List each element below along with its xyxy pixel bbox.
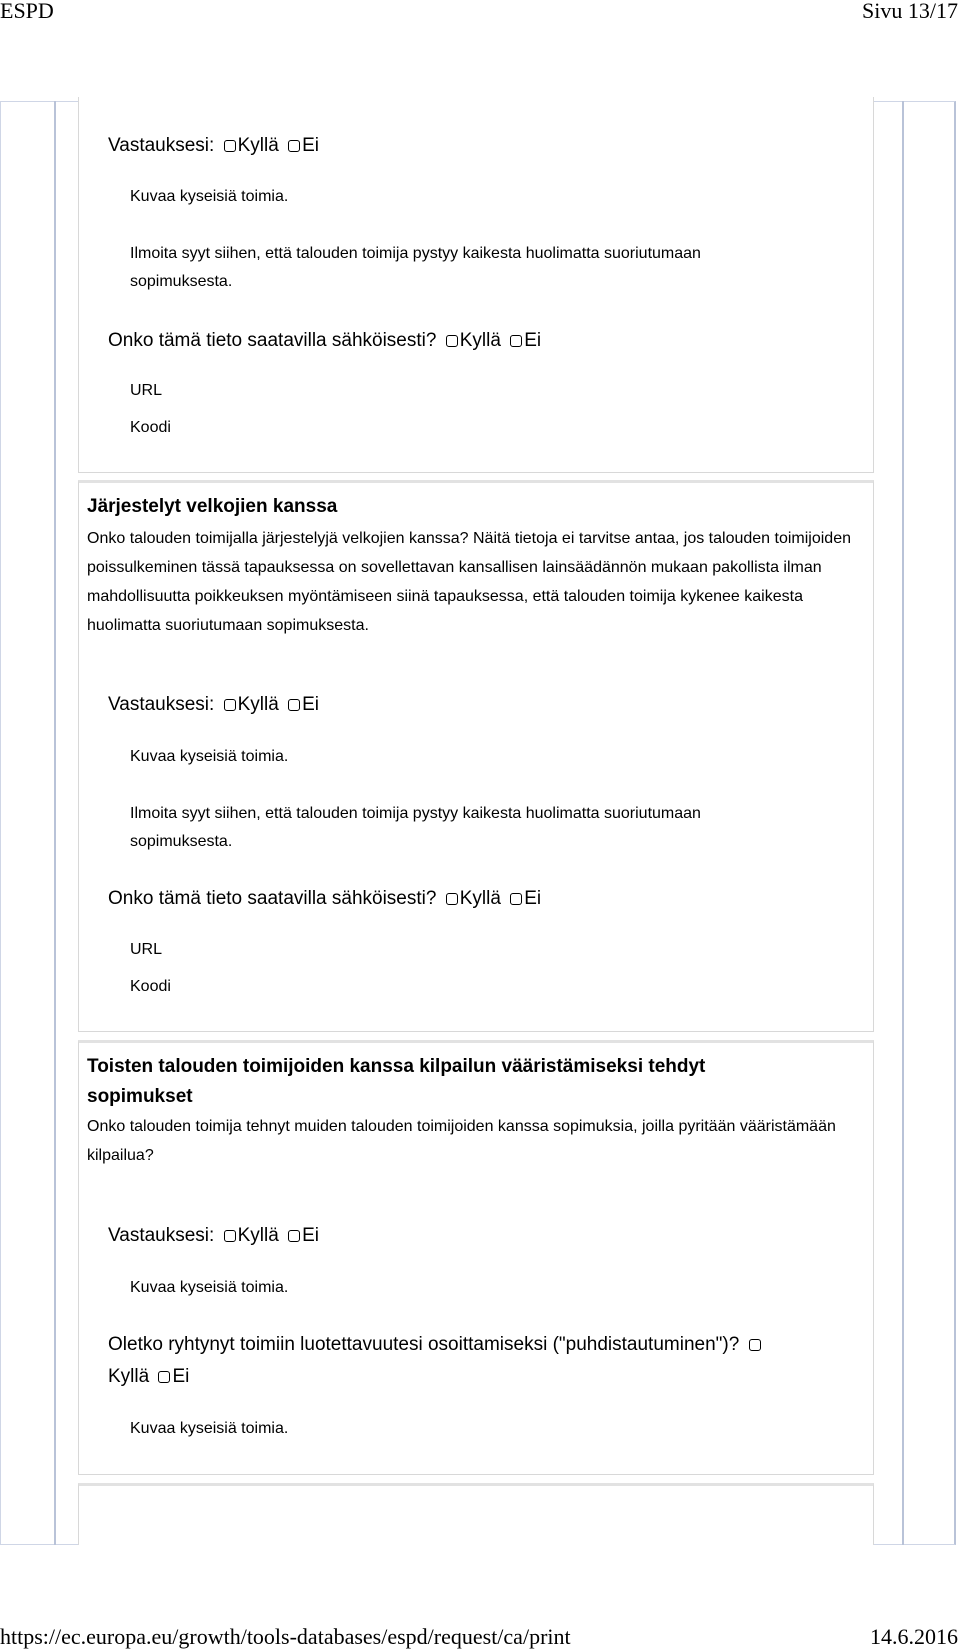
answer-row-1	[108, 135, 319, 157]
answer-label: Vastauksesi:	[108, 694, 215, 715]
checkbox-no-2[interactable]	[288, 699, 300, 711]
describe-label-2: Kuvaa kyseisiä toimia.	[130, 748, 289, 765]
footer-date: 14.6.2016	[870, 1624, 958, 1649]
checkbox-no-1[interactable]	[288, 140, 300, 152]
no-label: Ei	[172, 1366, 190, 1387]
page-header	[0, 0, 960, 24]
section-title-competition-1: Toisten talouden toimijoiden kanssa kilpailun vääristämiseksi tehdyt	[87, 1056, 706, 1077]
section-text-competition: Onko talouden toimija tehnyt muiden talouden toimijoiden kanssa sopimuksia, joilla pyritään vääristämään kilpailua?	[87, 1118, 836, 1164]
no-label: Ei	[302, 135, 319, 156]
section-title-competition-2: sopimukset	[87, 1086, 193, 1107]
electronic-row-2	[108, 888, 541, 910]
section-box-3	[78, 1040, 874, 1475]
section-title-creditors: Järjestelyt velkojien kanssa	[87, 496, 338, 517]
answer-label: Vastauksesi:	[108, 135, 215, 156]
electronic-question: Onko tämä tieto saatavilla sähköisesti?	[108, 888, 437, 909]
code-label-1: Koodi	[130, 419, 171, 436]
answer-label: Vastauksesi:	[108, 1225, 215, 1246]
checkbox-yes-sc[interactable]	[749, 1339, 761, 1351]
reasons-label-1a: Ilmoita syyt siihen, että talouden toimija pystyy kaikesta huolimatta suoriutumaan	[130, 245, 701, 262]
code-label-2: Koodi	[130, 978, 171, 995]
yes-label: Kyllä	[459, 330, 501, 351]
checkbox-yes-3[interactable]	[224, 1230, 236, 1242]
page-footer	[0, 1624, 960, 1652]
header-title: ESPD	[0, 0, 54, 23]
describe-label-1: Kuvaa kyseisiä toimia.	[130, 188, 289, 205]
no-label: Ei	[302, 694, 319, 715]
reasons-label-2a: Ilmoita syyt siihen, että talouden toimija pystyy kaikesta huolimatta suoriutumaan	[130, 805, 701, 822]
answer-row-2	[108, 694, 319, 716]
selfclean-question: Oletko ryhtynyt toimiin luotettavuutesi osoittamiseksi ("puhdistautuminen")?	[108, 1334, 740, 1355]
page-number: Sivu 13/17	[862, 0, 958, 23]
checkbox-no-3[interactable]	[288, 1230, 300, 1242]
electronic-question: Onko tämä tieto saatavilla sähköisesti?	[108, 330, 437, 351]
checkbox-no-e2[interactable]	[510, 893, 522, 905]
checkbox-yes-2[interactable]	[224, 699, 236, 711]
yes-label: Kyllä	[237, 135, 279, 156]
checkbox-no-e1[interactable]	[510, 335, 522, 347]
yes-label: Kyllä	[237, 1225, 279, 1246]
checkbox-yes-e2[interactable]	[446, 893, 458, 905]
answer-row-3	[108, 1225, 319, 1247]
footer-url: https://ec.europa.eu/growth/tools-databases/espd/request/ca/print	[0, 1624, 571, 1649]
no-label: Ei	[524, 330, 542, 351]
checkbox-yes-e1[interactable]	[446, 335, 458, 347]
url-label-2: URL	[130, 941, 163, 958]
electronic-row-1	[108, 330, 541, 352]
selfclean-row	[108, 1334, 763, 1356]
url-label-1: URL	[130, 382, 163, 399]
yes-label: Kyllä	[237, 694, 279, 715]
reasons-label-1b: sopimuksesta.	[130, 273, 233, 290]
yes-label: Kyllä	[108, 1366, 150, 1387]
section-text-creditors: Onko talouden toimijalla järjestelyjä velkojien kanssa? Näitä tietoja ei tarvitse antaa, jos talouden toimijoiden poissulkeminen tässä tapauksessa on sovellettavan kansallisen lainsäädännön mukaan pakollista ilman mahdollisuutta poikkeuksen myöntämiseen siinä tapauksessa, että talouden toimija kykenee kaikesta huolimatta suoriutumaan sopimuksesta.	[87, 530, 851, 634]
describe-label-3: Kuvaa kyseisiä toimia.	[130, 1279, 289, 1296]
checkbox-no-sc[interactable]	[158, 1371, 170, 1383]
selfclean-row-2	[108, 1366, 189, 1388]
no-label: Ei	[302, 1225, 319, 1246]
no-label: Ei	[524, 888, 542, 909]
checkbox-yes-1[interactable]	[224, 140, 236, 152]
yes-label: Kyllä	[459, 888, 501, 909]
reasons-label-2b: sopimuksesta.	[130, 833, 233, 850]
describe-label-4: Kuvaa kyseisiä toimia.	[130, 1420, 289, 1437]
section-box-4	[78, 1483, 874, 1545]
